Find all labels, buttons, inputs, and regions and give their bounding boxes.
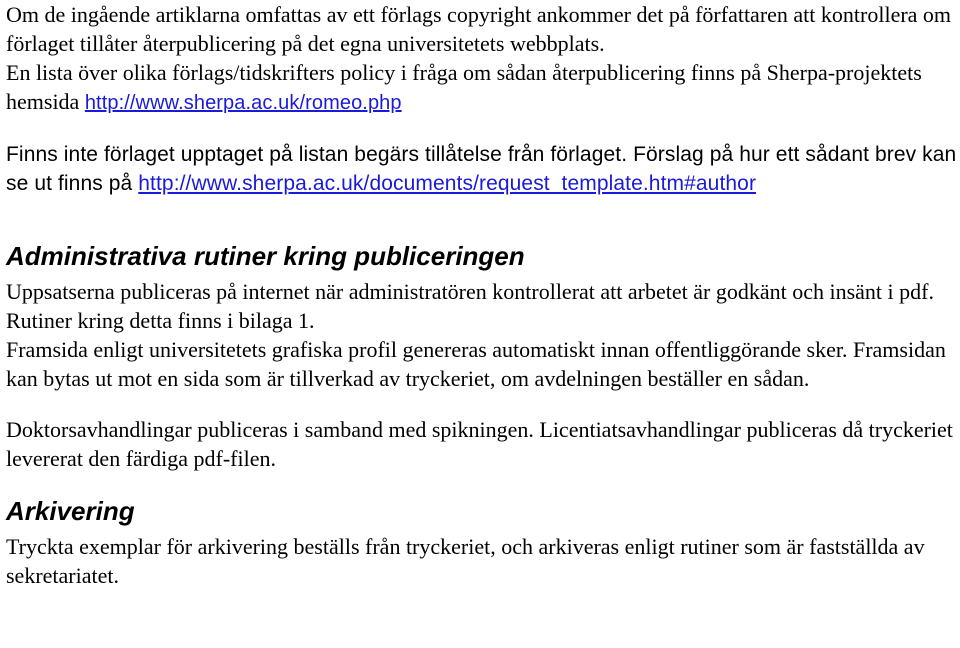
copyright-text: Om de ingående artiklarna omfattas av ett förlags copyright ankommer det på författaren att kontrollera om förlaget tillåter återpublicering på det egna universitetets webbplats. xyxy=(6,2,952,56)
permission-text: Finns inte förlaget upptaget på listan begärs tillåtelse från förlaget. Förslag på hur ett sådant brev kan se ut finns på xyxy=(6,143,957,195)
romeo-link[interactable]: http://www.sherpa.ac.uk/romeo.php xyxy=(84,92,402,114)
document-page xyxy=(6,0,958,590)
paragraph-framsida: Framsida enligt universitetets grafiska profil genereras automatiskt innan offentliggörande sker. Framsidan kan bytas ut mot en sida som är tillverkad av tryckeriet, om avdelningen beställer en sådan. xyxy=(6,337,946,391)
paragraph-arkivering: Tryckta exemplar för arkivering beställs från tryckeriet, och arkiveras enligt rutiner som är fastställda av sekretariatet. xyxy=(6,534,925,588)
paragraph-permission xyxy=(6,140,958,198)
paragraph-uppsatser: Uppsatserna publiceras på internet när administratören kontrollerat att arbetet är godkänt och insänt i pdf. Rutiner kring detta finns i bilaga 1. xyxy=(6,279,934,333)
paragraph-avhandlingar: Doktorsavhandlingar publiceras i samband med spikningen. Licentiatsavhandlingar publiceras då tryckeriet levererat den färdiga pdf-filen. xyxy=(6,417,953,471)
paragraph-copyright xyxy=(6,0,958,118)
heading-administrativa-rutiner: Administrativa rutiner kring publiceringen xyxy=(6,241,525,271)
heading-arkivering: Arkivering xyxy=(6,496,135,526)
request-template-link[interactable]: http://www.sherpa.ac.uk/documents/request_template.htm#author xyxy=(138,172,757,195)
sherpa-policy-text: En lista över olika förlags/tidskrifters policy i fråga om sådan återpublicering finns på Sherpa-projektets hemsida xyxy=(6,60,922,114)
